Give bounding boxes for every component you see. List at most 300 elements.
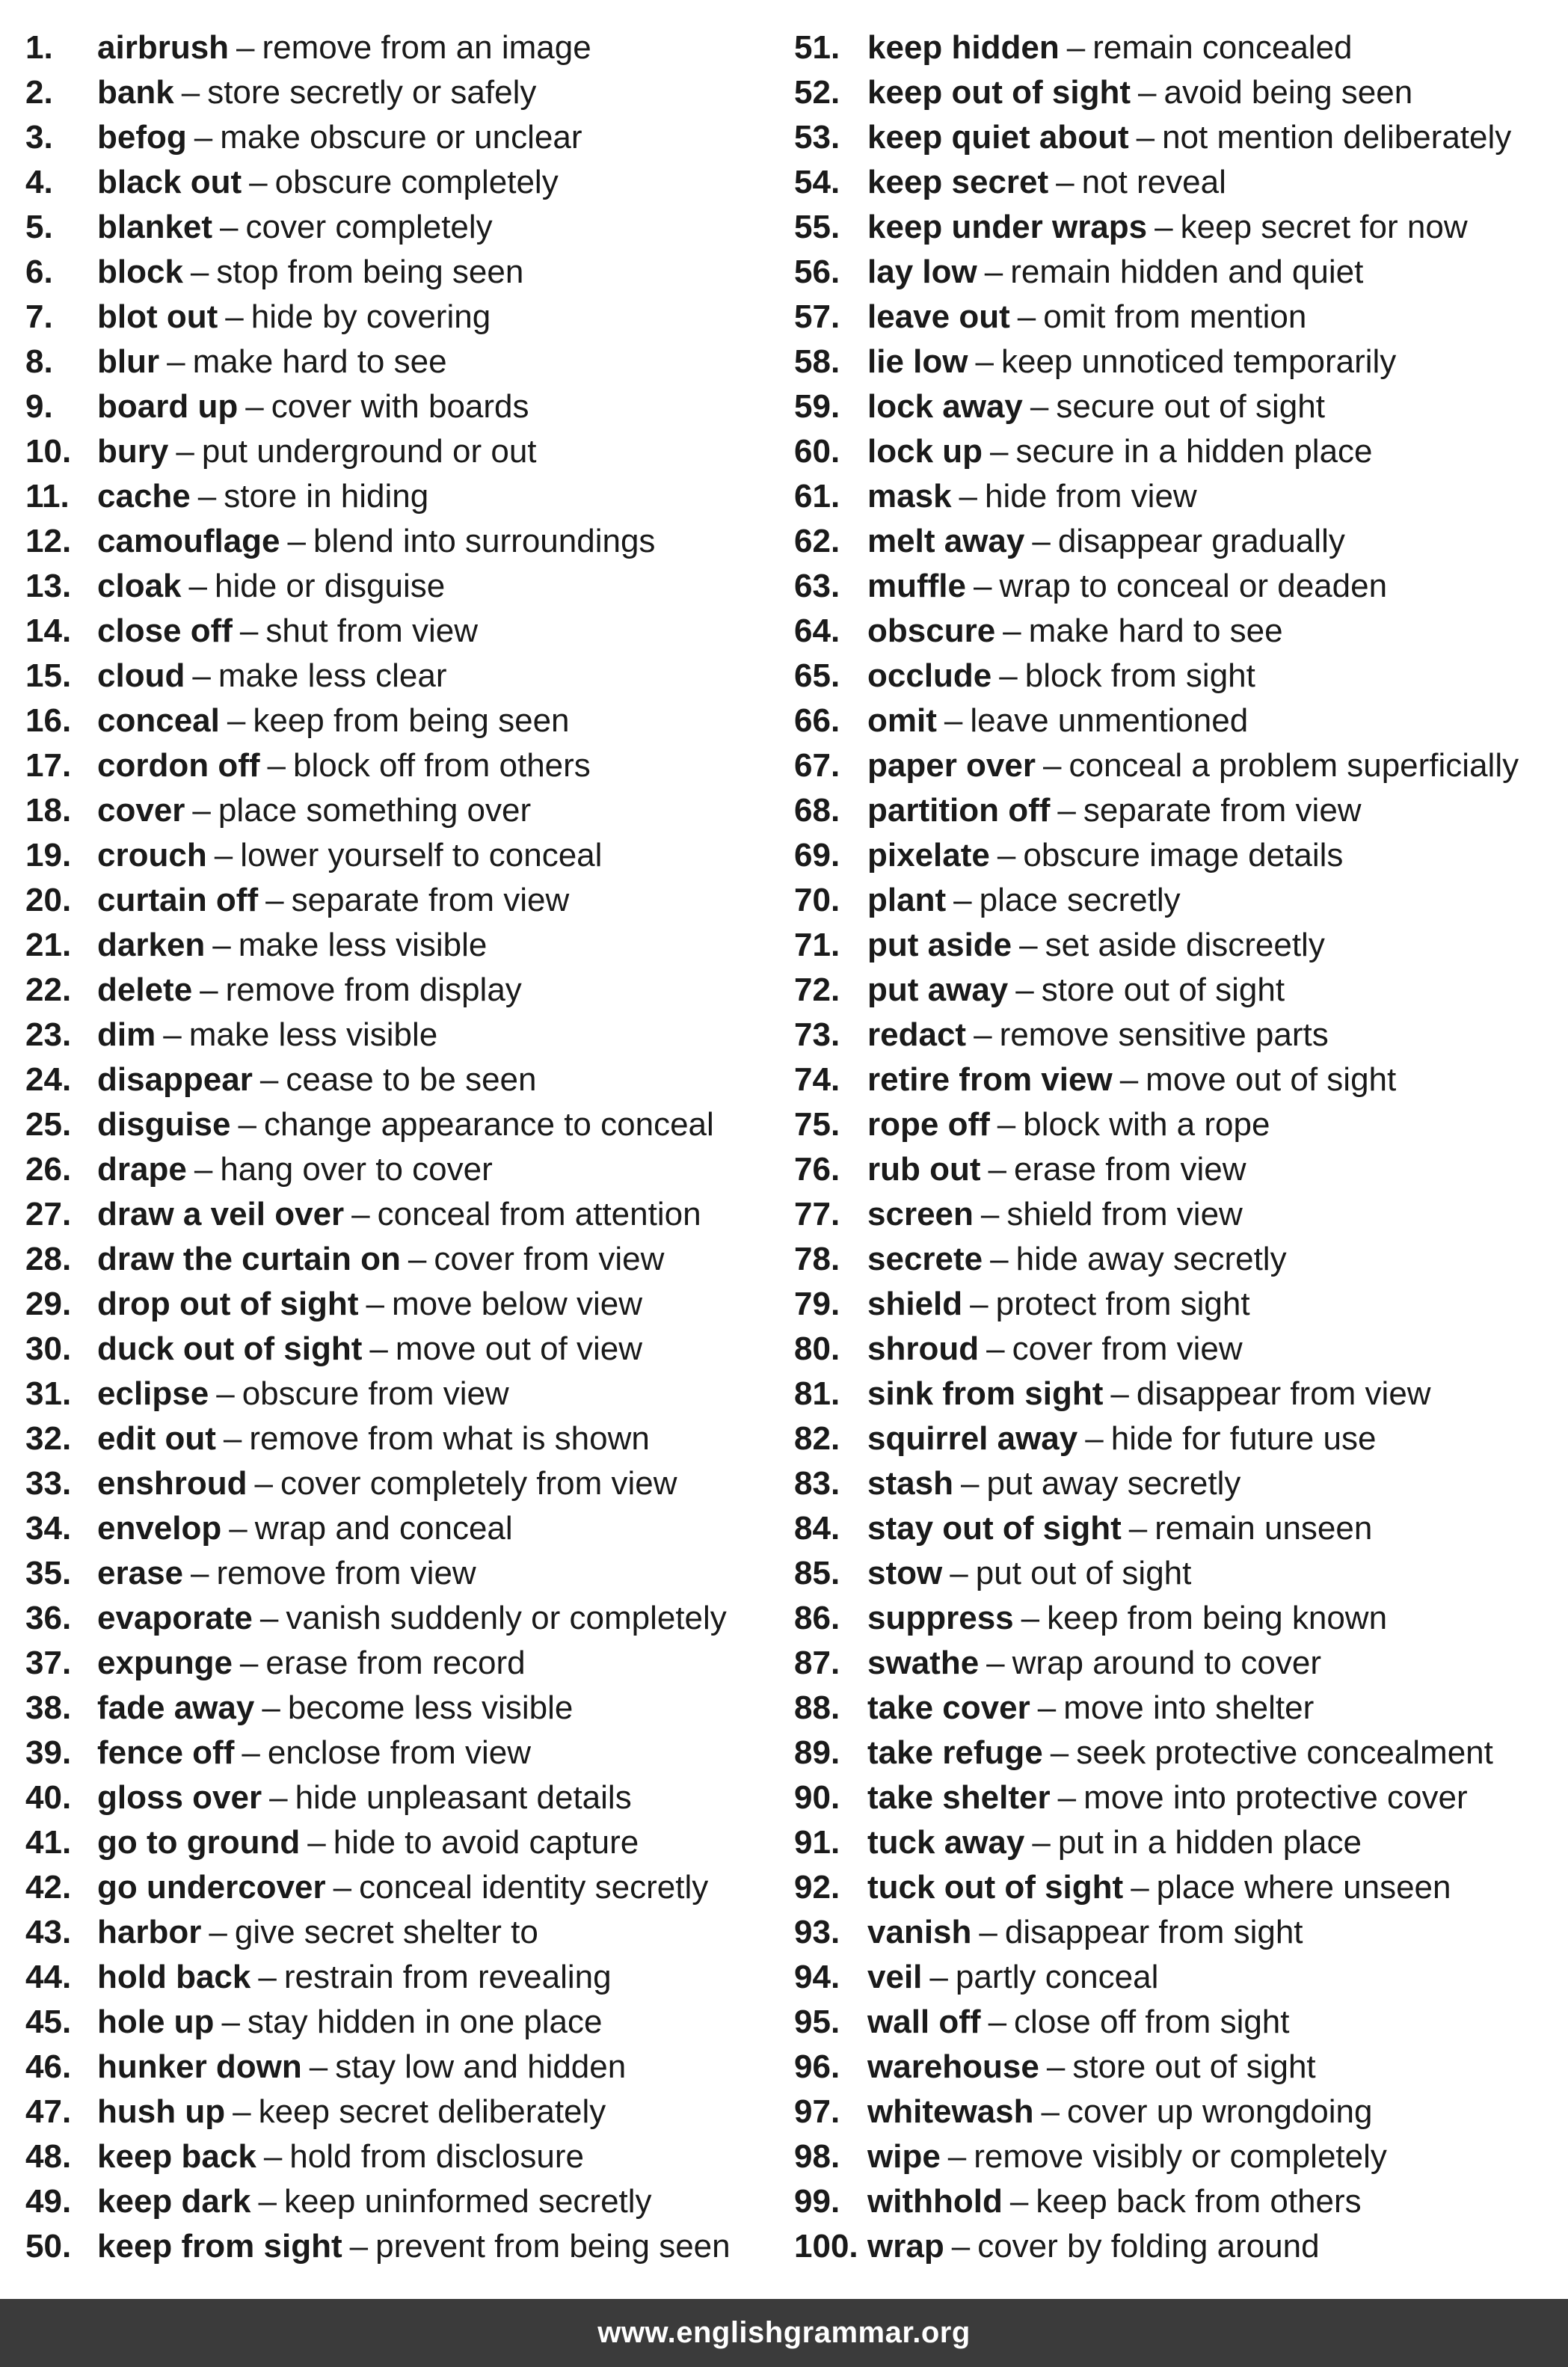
item-separator: – — [249, 164, 268, 200]
item-number: 52. — [794, 74, 840, 111]
item-number: 41. — [25, 1824, 72, 1861]
item-separator: – — [1066, 29, 1086, 66]
footer-url: www.englishgrammar.org — [597, 2316, 971, 2349]
item-separator: – — [953, 882, 972, 918]
list-item — [25, 160, 781, 205]
list-item — [25, 250, 781, 295]
item-term: hunker down — [97, 2048, 302, 2085]
list-item — [794, 654, 1561, 699]
item-term: eclipse — [97, 1375, 209, 1412]
item-term: go to ground — [97, 1824, 301, 1861]
item-term: swathe — [867, 1645, 980, 1681]
list-item — [25, 1416, 781, 1461]
list-item — [25, 564, 781, 609]
list-item — [25, 968, 781, 1013]
item-separator: – — [216, 1375, 235, 1412]
item-number: 80. — [794, 1330, 840, 1367]
item-definition: put in a hidden place — [1057, 1824, 1362, 1861]
item-definition: wrap and conceal — [254, 1510, 513, 1547]
item-number: 73. — [794, 1016, 840, 1053]
item-number: 18. — [25, 792, 72, 829]
item-term: blanket — [97, 209, 213, 245]
item-separator: – — [307, 1824, 326, 1861]
list-item — [25, 1057, 781, 1102]
item-number: 43. — [25, 1914, 72, 1950]
item-number: 31. — [25, 1375, 72, 1412]
item-separator: – — [181, 74, 200, 111]
item-term: put aside — [867, 927, 1012, 963]
item-number: 30. — [25, 1330, 72, 1367]
item-separator: – — [200, 971, 218, 1008]
list-item — [25, 70, 781, 115]
item-number: 45. — [25, 2004, 72, 2040]
item-term: camouflage — [97, 523, 280, 559]
list-item — [794, 429, 1561, 474]
list-item — [794, 1282, 1561, 1327]
item-separator: – — [986, 1645, 1005, 1681]
item-number: 95. — [794, 2004, 840, 2040]
item-term: paper over — [867, 747, 1036, 784]
list-item — [794, 1955, 1561, 2000]
item-definition: move below view — [391, 1286, 642, 1322]
item-number: 77. — [794, 1196, 840, 1232]
item-definition: hide by covering — [250, 298, 491, 335]
list-item — [794, 968, 1561, 1013]
item-number: 24. — [25, 1061, 72, 1098]
list-item — [794, 25, 1561, 70]
item-number: 58. — [794, 343, 840, 380]
list-item — [25, 205, 781, 250]
item-definition: not mention deliberately — [1162, 119, 1512, 156]
item-separator: – — [1136, 119, 1155, 156]
item-number: 91. — [794, 1824, 840, 1861]
item-separator: – — [1021, 1600, 1040, 1636]
list-item — [25, 1686, 781, 1731]
item-definition: shut from view — [265, 613, 479, 649]
list-item — [25, 833, 781, 878]
item-separator: – — [227, 702, 246, 739]
item-term: envelop — [97, 1510, 222, 1547]
item-term: dim — [97, 1016, 156, 1053]
item-separator: – — [990, 1241, 1009, 1277]
list-item — [794, 878, 1561, 923]
item-definition: conceal from attention — [377, 1196, 701, 1232]
item-term: hole up — [97, 2004, 215, 2040]
item-number: 49. — [25, 2183, 72, 2220]
item-definition: put away secretly — [986, 1465, 1241, 1502]
item-term: take cover — [867, 1689, 1030, 1726]
item-term: secrete — [867, 1241, 983, 1277]
item-separator: – — [191, 1555, 209, 1591]
item-number: 21. — [25, 927, 72, 963]
item-separator: – — [947, 2138, 967, 2175]
item-number: 27. — [25, 1196, 72, 1232]
item-term: gloss over — [97, 1779, 262, 1816]
list-item — [25, 2045, 781, 2090]
item-number: 7. — [25, 298, 53, 335]
list-item — [25, 1865, 781, 1910]
item-term: shield — [867, 1286, 963, 1322]
list-item — [25, 2224, 781, 2269]
item-separator: – — [192, 792, 211, 829]
item-definition: blend into surroundings — [313, 523, 656, 559]
list-item — [794, 1506, 1561, 1551]
item-term: enshroud — [97, 1465, 248, 1502]
item-definition: cover up wrongdoing — [1066, 2093, 1373, 2130]
item-number: 13. — [25, 568, 72, 604]
item-term: hold back — [97, 1959, 251, 1995]
list-item — [25, 25, 781, 70]
item-number: 36. — [25, 1600, 72, 1636]
item-term: squirrel away — [867, 1420, 1078, 1457]
item-definition: disappear from view — [1136, 1375, 1431, 1412]
item-number: 85. — [794, 1555, 840, 1591]
list-item — [794, 1372, 1561, 1416]
item-separator: – — [988, 1151, 1006, 1188]
item-number: 2. — [25, 74, 53, 111]
item-term: rub out — [867, 1151, 981, 1188]
item-separator: – — [1032, 523, 1051, 559]
list-item — [25, 519, 781, 564]
item-definition: make hard to see — [192, 343, 447, 380]
item-definition: keep uninformed secretly — [283, 2183, 652, 2220]
item-separator: – — [1030, 388, 1049, 425]
item-definition: block with a rope — [1023, 1106, 1270, 1143]
item-separator: – — [263, 2138, 283, 2175]
item-definition: make hard to see — [1028, 613, 1283, 649]
item-term: edit out — [97, 1420, 216, 1457]
item-separator: – — [242, 1734, 260, 1771]
list-item — [25, 295, 781, 340]
list-item — [25, 340, 781, 384]
item-definition: not reveal — [1081, 164, 1226, 200]
item-term: tuck out of sight — [867, 1869, 1124, 1906]
item-number: 26. — [25, 1151, 72, 1188]
item-number: 22. — [25, 971, 72, 1008]
list-item — [794, 1192, 1561, 1237]
item-term: darken — [97, 927, 206, 963]
item-definition: partly conceal — [955, 1959, 1159, 1995]
list-item — [25, 384, 781, 429]
item-separator: – — [267, 747, 286, 784]
list-item — [794, 205, 1561, 250]
item-number: 89. — [794, 1734, 840, 1771]
item-term: warehouse — [867, 2048, 1039, 2085]
list-item — [794, 1461, 1561, 1506]
item-definition: cover completely — [245, 209, 493, 245]
item-number: 54. — [794, 164, 840, 200]
list-item — [794, 1147, 1561, 1192]
item-number: 46. — [25, 2048, 72, 2085]
item-term: disappear — [97, 1061, 253, 1098]
item-definition: conceal a problem superficially — [1069, 747, 1519, 784]
item-separator: – — [236, 29, 255, 66]
item-number: 8. — [25, 343, 53, 380]
item-separator: – — [970, 1286, 989, 1322]
item-number: 68. — [794, 792, 840, 829]
footer-bar — [0, 2299, 1568, 2367]
item-term: obscure — [867, 613, 996, 649]
item-definition: become less visible — [287, 1689, 574, 1726]
list-item — [25, 1820, 781, 1865]
item-term: close off — [97, 613, 233, 649]
item-term: curtain off — [97, 882, 259, 918]
right-column — [794, 25, 1561, 2269]
item-term: hush up — [97, 2093, 226, 2130]
item-separator: – — [974, 1016, 992, 1053]
item-separator: – — [997, 837, 1016, 874]
list-item — [25, 1641, 781, 1686]
item-number: 40. — [25, 1779, 72, 1816]
item-number: 64. — [794, 613, 840, 649]
item-separator: – — [194, 119, 213, 156]
item-term: suppress — [867, 1600, 1014, 1636]
list-item — [794, 1641, 1561, 1686]
item-separator: – — [197, 478, 217, 515]
item-separator: – — [980, 1196, 1000, 1232]
item-term: keep back — [97, 2138, 256, 2175]
item-definition: move into protective cover — [1083, 1779, 1468, 1816]
item-definition: store out of sight — [1072, 2048, 1316, 2085]
item-term: retire from view — [867, 1061, 1113, 1098]
item-definition: obscure completely — [274, 164, 559, 200]
item-term: lay low — [867, 254, 977, 290]
list-item — [794, 1910, 1561, 1955]
list-item — [25, 1147, 781, 1192]
list-item — [25, 1327, 781, 1372]
item-separator: – — [959, 478, 978, 515]
item-term: keep dark — [97, 2183, 251, 2220]
item-term: wipe — [867, 2138, 941, 2175]
item-separator: – — [1119, 1061, 1139, 1098]
item-number: 98. — [794, 2138, 840, 2175]
list-item — [25, 1506, 781, 1551]
list-item — [25, 1551, 781, 1596]
item-separator: – — [351, 1196, 370, 1232]
item-separator: – — [349, 2228, 369, 2265]
list-item — [25, 1013, 781, 1057]
item-separator: – — [229, 1510, 248, 1547]
item-number: 56. — [794, 254, 840, 290]
list-item — [794, 743, 1561, 788]
item-definition: keep secret for now — [1180, 209, 1468, 245]
list-item — [794, 1327, 1561, 1372]
list-item — [794, 295, 1561, 340]
item-definition: make less clear — [218, 657, 447, 694]
item-separator: – — [220, 209, 239, 245]
item-separator: – — [1056, 164, 1074, 200]
item-separator: – — [262, 1689, 280, 1726]
item-definition: cover from view — [434, 1241, 665, 1277]
item-number: 42. — [25, 1869, 72, 1906]
list-item — [25, 115, 781, 160]
item-definition: put out of sight — [975, 1555, 1192, 1591]
item-number: 88. — [794, 1689, 840, 1726]
list-item — [794, 1102, 1561, 1147]
item-number: 97. — [794, 2093, 840, 2130]
item-definition: separate from view — [291, 882, 570, 918]
item-definition: block off from others — [293, 747, 591, 784]
item-term: vanish — [867, 1914, 972, 1950]
item-definition: secure in a hidden place — [1015, 433, 1373, 470]
item-separator: – — [1131, 1869, 1149, 1906]
item-term: keep from sight — [97, 2228, 342, 2265]
item-number: 69. — [794, 837, 840, 874]
list-item — [794, 2224, 1561, 2269]
item-term: fence off — [97, 1734, 235, 1771]
item-term: keep out of sight — [867, 74, 1131, 111]
item-definition: wrap around to cover — [1012, 1645, 1321, 1681]
item-definition: store in hiding — [224, 478, 429, 515]
item-number: 28. — [25, 1241, 72, 1277]
item-number: 76. — [794, 1151, 840, 1188]
list-item — [794, 70, 1561, 115]
item-definition: place secretly — [979, 882, 1181, 918]
item-number: 35. — [25, 1555, 72, 1591]
item-separator: – — [369, 1330, 388, 1367]
item-number: 20. — [25, 882, 72, 918]
item-separator: – — [245, 388, 264, 425]
item-number: 82. — [794, 1420, 840, 1457]
item-definition: change appearance to conceal — [263, 1106, 714, 1143]
list-item — [794, 833, 1561, 878]
item-number: 70. — [794, 882, 840, 918]
item-term: plant — [867, 882, 947, 918]
list-item — [794, 1551, 1561, 1596]
item-term: lie low — [867, 343, 968, 380]
list-item — [794, 115, 1561, 160]
item-number: 96. — [794, 2048, 840, 2085]
list-item — [25, 1102, 781, 1147]
item-separator: – — [1138, 74, 1157, 111]
item-definition: restrain from revealing — [283, 1959, 612, 1995]
item-definition: vanish suddenly or completely — [286, 1600, 727, 1636]
item-definition: enclose from view — [267, 1734, 531, 1771]
item-separator: – — [309, 2048, 328, 2085]
list-item — [25, 429, 781, 474]
item-number: 63. — [794, 568, 840, 604]
item-separator: – — [1046, 2048, 1066, 2085]
list-item — [25, 2134, 781, 2179]
item-term: muffle — [867, 568, 966, 604]
item-definition: remove from view — [216, 1555, 476, 1591]
item-term: wrap — [867, 2228, 944, 2265]
item-separator: – — [1155, 209, 1173, 245]
item-definition: remove from display — [225, 971, 522, 1008]
item-number: 99. — [794, 2183, 840, 2220]
list-item — [794, 923, 1561, 968]
item-definition: close off from sight — [1014, 2004, 1290, 2040]
item-term: drape — [97, 1151, 187, 1188]
item-separator: – — [223, 1420, 242, 1457]
list-item — [25, 2179, 781, 2224]
item-separator: – — [990, 433, 1009, 470]
item-term: expunge — [97, 1645, 233, 1681]
item-definition: keep unnoticed temporarily — [1000, 343, 1397, 380]
item-definition: cease to be seen — [286, 1061, 537, 1098]
item-definition: leave unmentioned — [970, 702, 1249, 739]
list-item — [794, 384, 1561, 429]
item-term: cordon off — [97, 747, 260, 784]
list-item — [25, 654, 781, 699]
item-definition: keep secret deliberately — [258, 2093, 606, 2130]
item-definition: make less visible — [188, 1016, 438, 1053]
item-number: 23. — [25, 1016, 72, 1053]
item-separator: – — [233, 2093, 251, 2130]
item-number: 74. — [794, 1061, 840, 1098]
list-item — [794, 1865, 1561, 1910]
item-separator: – — [1057, 792, 1076, 829]
item-separator: – — [999, 657, 1018, 694]
item-number: 60. — [794, 433, 840, 470]
item-separator: – — [1041, 2093, 1060, 2130]
item-number: 4. — [25, 164, 53, 200]
item-number: 34. — [25, 1510, 72, 1547]
item-number: 71. — [794, 927, 840, 963]
item-number: 90. — [794, 1779, 840, 1816]
item-separator: – — [1019, 927, 1038, 963]
item-definition: keep from being known — [1047, 1600, 1388, 1636]
item-definition: erase from view — [1014, 1151, 1246, 1188]
list-item — [794, 519, 1561, 564]
list-item — [25, 1955, 781, 2000]
list-item — [794, 1686, 1561, 1731]
item-definition: set aside discreetly — [1045, 927, 1325, 963]
item-number: 72. — [794, 971, 840, 1008]
list-item — [25, 1910, 781, 1955]
item-separator: – — [258, 1959, 277, 1995]
item-term: keep secret — [867, 164, 1049, 200]
item-number: 12. — [25, 523, 72, 559]
item-number: 92. — [794, 1869, 840, 1906]
item-term: take refuge — [867, 1734, 1043, 1771]
item-number: 6. — [25, 254, 53, 290]
list-item — [794, 1820, 1561, 1865]
item-definition: obscure from view — [242, 1375, 509, 1412]
item-number: 57. — [794, 298, 840, 335]
item-term: omit — [867, 702, 937, 739]
item-separator: – — [408, 1241, 427, 1277]
item-term: harbor — [97, 1914, 202, 1950]
item-separator: – — [1003, 613, 1021, 649]
item-term: keep quiet about — [867, 119, 1129, 156]
list-item — [25, 2090, 781, 2134]
item-number: 87. — [794, 1645, 840, 1681]
item-number: 67. — [794, 747, 840, 784]
item-separator: – — [1032, 1824, 1051, 1861]
item-term: draw a veil over — [97, 1196, 345, 1232]
item-definition: remain hidden and quiet — [1010, 254, 1364, 290]
item-separator: – — [975, 343, 994, 380]
item-number: 1. — [25, 29, 53, 66]
item-separator: – — [239, 1645, 259, 1681]
list-item — [794, 1596, 1561, 1641]
item-separator: – — [1042, 747, 1062, 784]
item-definition: hold from disclosure — [289, 2138, 585, 2175]
item-definition: make obscure or unclear — [220, 119, 582, 156]
item-number: 51. — [794, 29, 840, 66]
item-separator: – — [1017, 298, 1036, 335]
item-number: 84. — [794, 1510, 840, 1547]
item-term: draw the curtain on — [97, 1241, 401, 1277]
list-item — [25, 878, 781, 923]
item-separator: – — [259, 1061, 279, 1098]
list-item — [794, 564, 1561, 609]
item-definition: hide unpleasant details — [295, 1779, 632, 1816]
item-definition: stay low and hidden — [335, 2048, 627, 2085]
item-definition: move into shelter — [1063, 1689, 1315, 1726]
list-item — [794, 1057, 1561, 1102]
